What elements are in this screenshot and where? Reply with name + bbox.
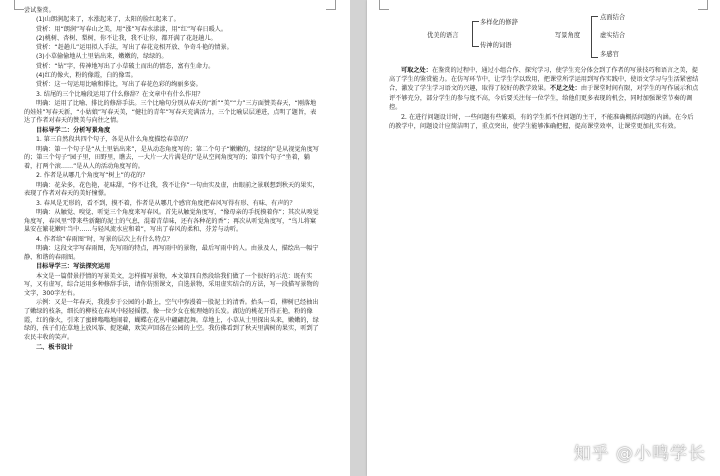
paragraph: 明确：从触觉、嗅觉、听觉三个角度来写春风。首先从触觉角度写，“像母亲的手抚摸着你”；其次从嗅觉角度写，春风里“带来些新翻的泥土的气息，混着青草味，还有各种花的香”；再次从听觉角度写，“鸟儿将窠巢安在繁花嫩叶当中……与轻风流水应和着”，写出了春风的柔和、芬芳与动听。	[24, 208, 319, 234]
paragraph: 3. 春风是无形的，看不到，摸不着，作者是从哪几个感官角度把春风写得有形、有味、有声的？	[36, 199, 296, 207]
watermark: 知乎 @小鸣学长	[573, 444, 706, 464]
right-page-text	[389, 66, 699, 132]
paragraph: 3. 结尾的三个比喻段运用了什么修辞？在文章中有什么作用？	[36, 90, 204, 98]
diagram-far-top: 点面结合	[600, 14, 626, 21]
diagram-mid-bottom: 传神的词语	[480, 42, 512, 49]
diagram-far-bottom: 多感官	[600, 51, 619, 58]
right-page	[367, 0, 720, 476]
diagram-left-label: 优美的语言	[427, 32, 459, 39]
paragraph: 明确：这段文字写春雨图，先写雨的特点，再写雨中的景物，最后写雨中的人。由景及人，描绘出一幅宁静、和谐的春雨图。	[24, 244, 319, 261]
blackboard-diagram	[427, 8, 677, 64]
paragraph: (2)桃树、杏树、梨树，你不让我，我不让你，都开满了花赶趟儿。	[36, 34, 217, 42]
paragraph: 赏析：这一句运用比喻和排比，写出了春花色彩的绚丽多姿。	[36, 81, 202, 89]
left-page	[0, 0, 350, 476]
reflection-paragraph-1	[389, 66, 699, 112]
diagram-right-label: 写景角度	[555, 32, 581, 39]
paragraph: (1)山朗润起来了，水涨起来了，太阳的脸红起来了。	[36, 16, 180, 24]
diagram-far-mid: 虚实结合	[600, 32, 626, 39]
diagram-mid-top: 多样化的修辞	[480, 19, 518, 26]
reflection-lead: 可取之处：	[401, 67, 432, 74]
section-heading: 目标导学二：分析写景角度	[36, 127, 111, 135]
paragraph: (4)红的像火，粉的像霞，白的像雪。	[36, 72, 137, 80]
paragraph: 尝试鉴赏。	[24, 7, 55, 14]
section-heading: 二、板书设计	[36, 343, 74, 351]
paragraph: 2. 作者是从哪几个角度写“树上”的花的？	[36, 172, 149, 180]
paragraph: 1. 第三自然段共四个句子，各是从什么角度描绘春草的？	[36, 136, 192, 144]
reflection-text: 在鉴赏的过程中，通过小组合作、探究学习，使学生充分体会到了作者的写景技巧和语言之美，提高了学生的鉴赏能力。在仿写环节中，让学生学以致用，把课堂所学运用到写作实践中，使语文学习与生活紧密结合，激发了学生学习语文的兴趣，取得了较好的教学效果。	[389, 67, 699, 93]
left-page-text	[24, 7, 322, 353]
diagram-bracket	[591, 16, 598, 58]
paragraph: 4. 作者给“春雨图”时，写景的层次上有什么特点？	[36, 235, 173, 243]
diagram-bracket	[472, 21, 479, 47]
reflection-text: 2. 在进行问题设计时，一些问题有些繁琐，有的学生抓不住问题的主干，不能准确概括问题的内涵。在今后的教学中，问题设计应简洁明了，重点突出，使学生能够准确把握，提高课堂效率，让课堂更加扎实有效。	[389, 113, 694, 130]
section-heading: 目标导学三：写法探究运用	[36, 263, 111, 271]
crop-mark	[326, 0, 336, 10]
paragraph: (3)小草偷偷地从土里钻出来，嫩嫩的，绿绿的。	[36, 53, 168, 61]
paragraph: 赏析：用“朗润”写春山之美，用“涨”写春水漾漾，用“红”写春日暖人。	[36, 25, 228, 33]
paragraph: 明确：花朵多，花色艳，花味甜，“你不让我，我不让你”一句由实及虚，由眼前之景联想到秋天的果实，表现了作者对春天的美好憧憬。	[24, 181, 319, 198]
paragraph: 示例：又是一年春天，我漫步于公园的小路上，空气中弥漫着一股泥土的清香。抬头一看，柳树已经抽出了嫩绿的枝条，细长的柳枝在春风中轻轻摇摆，像一位少女在梳理她的长发。湖边的桃花开得正艳，粉的像霞，红的像火，引来了蜜蜂嗡嗡地闹着，蝴蝶在花丛中翩翩起舞。草地上，小草从土里探出头来，嫩嫩的，绿绿的，孩子们在草地上放风筝、捉迷藏，欢笑声回荡在公园的上空。我仿佛看到了秋天里满树的果实，听到了农民丰收的笑声。	[24, 299, 319, 342]
paragraph: 赏析：“钻”字，传神地写出了小草破土而出的情态，富有生命力。	[36, 62, 215, 70]
reflection-text: 由于课堂时间有限，对学生的写作展示和点评不够充分，部分学生的参与度不高，今后要关注每一位学生，给他们更多表现的机会，同时加强课堂节奏的调控。	[389, 85, 699, 111]
crop-mark	[379, 0, 389, 10]
paragraph: 明确：运用了比喻、排比的修辞手法。三个比喻句分别从春天的“新”“美”“力”三方面赞美春天，“刚落地的娃娃”写春天新，“小姑娘”写春天美，“健壮的青年”写春天充满活力，三个比喻层层递进，点明了题旨，表达了作者对春天的赞美与向往之情。	[24, 99, 317, 125]
crop-mark	[14, 0, 24, 10]
reflection-paragraph-2	[389, 113, 699, 131]
paragraph: 赏析：“赶趟儿”运用拟人手法，写出了春花竞相开放、争奇斗艳的情景。	[36, 44, 233, 52]
reflection-lead: 不足之处：	[549, 85, 581, 93]
page-gutter	[350, 0, 367, 476]
paragraph: 本文是一篇借景抒情的写景美文，怎样描写景物，本文第四自然段给我们做了一个很好的示范：既有实写，又有虚写，综合运用多种修辞手法，请你仿照课文，自选景物，采用虚实结合的方法，写一段描写景物的文字，300字左右。	[24, 272, 319, 298]
crop-mark	[698, 0, 708, 10]
paragraph: 明确：第一个句子是“从土里钻出来”，是从动态角度写的；第二个句子“嫩嫩的，绿绿的”是从视觉角度写的；第三个句子“园子里，田野里，瞧去，一大片一大片满是的”是从空间角度写的；第四个句子“坐着，躺着，打两个滚……”是从人的活动角度写的。	[24, 145, 319, 171]
